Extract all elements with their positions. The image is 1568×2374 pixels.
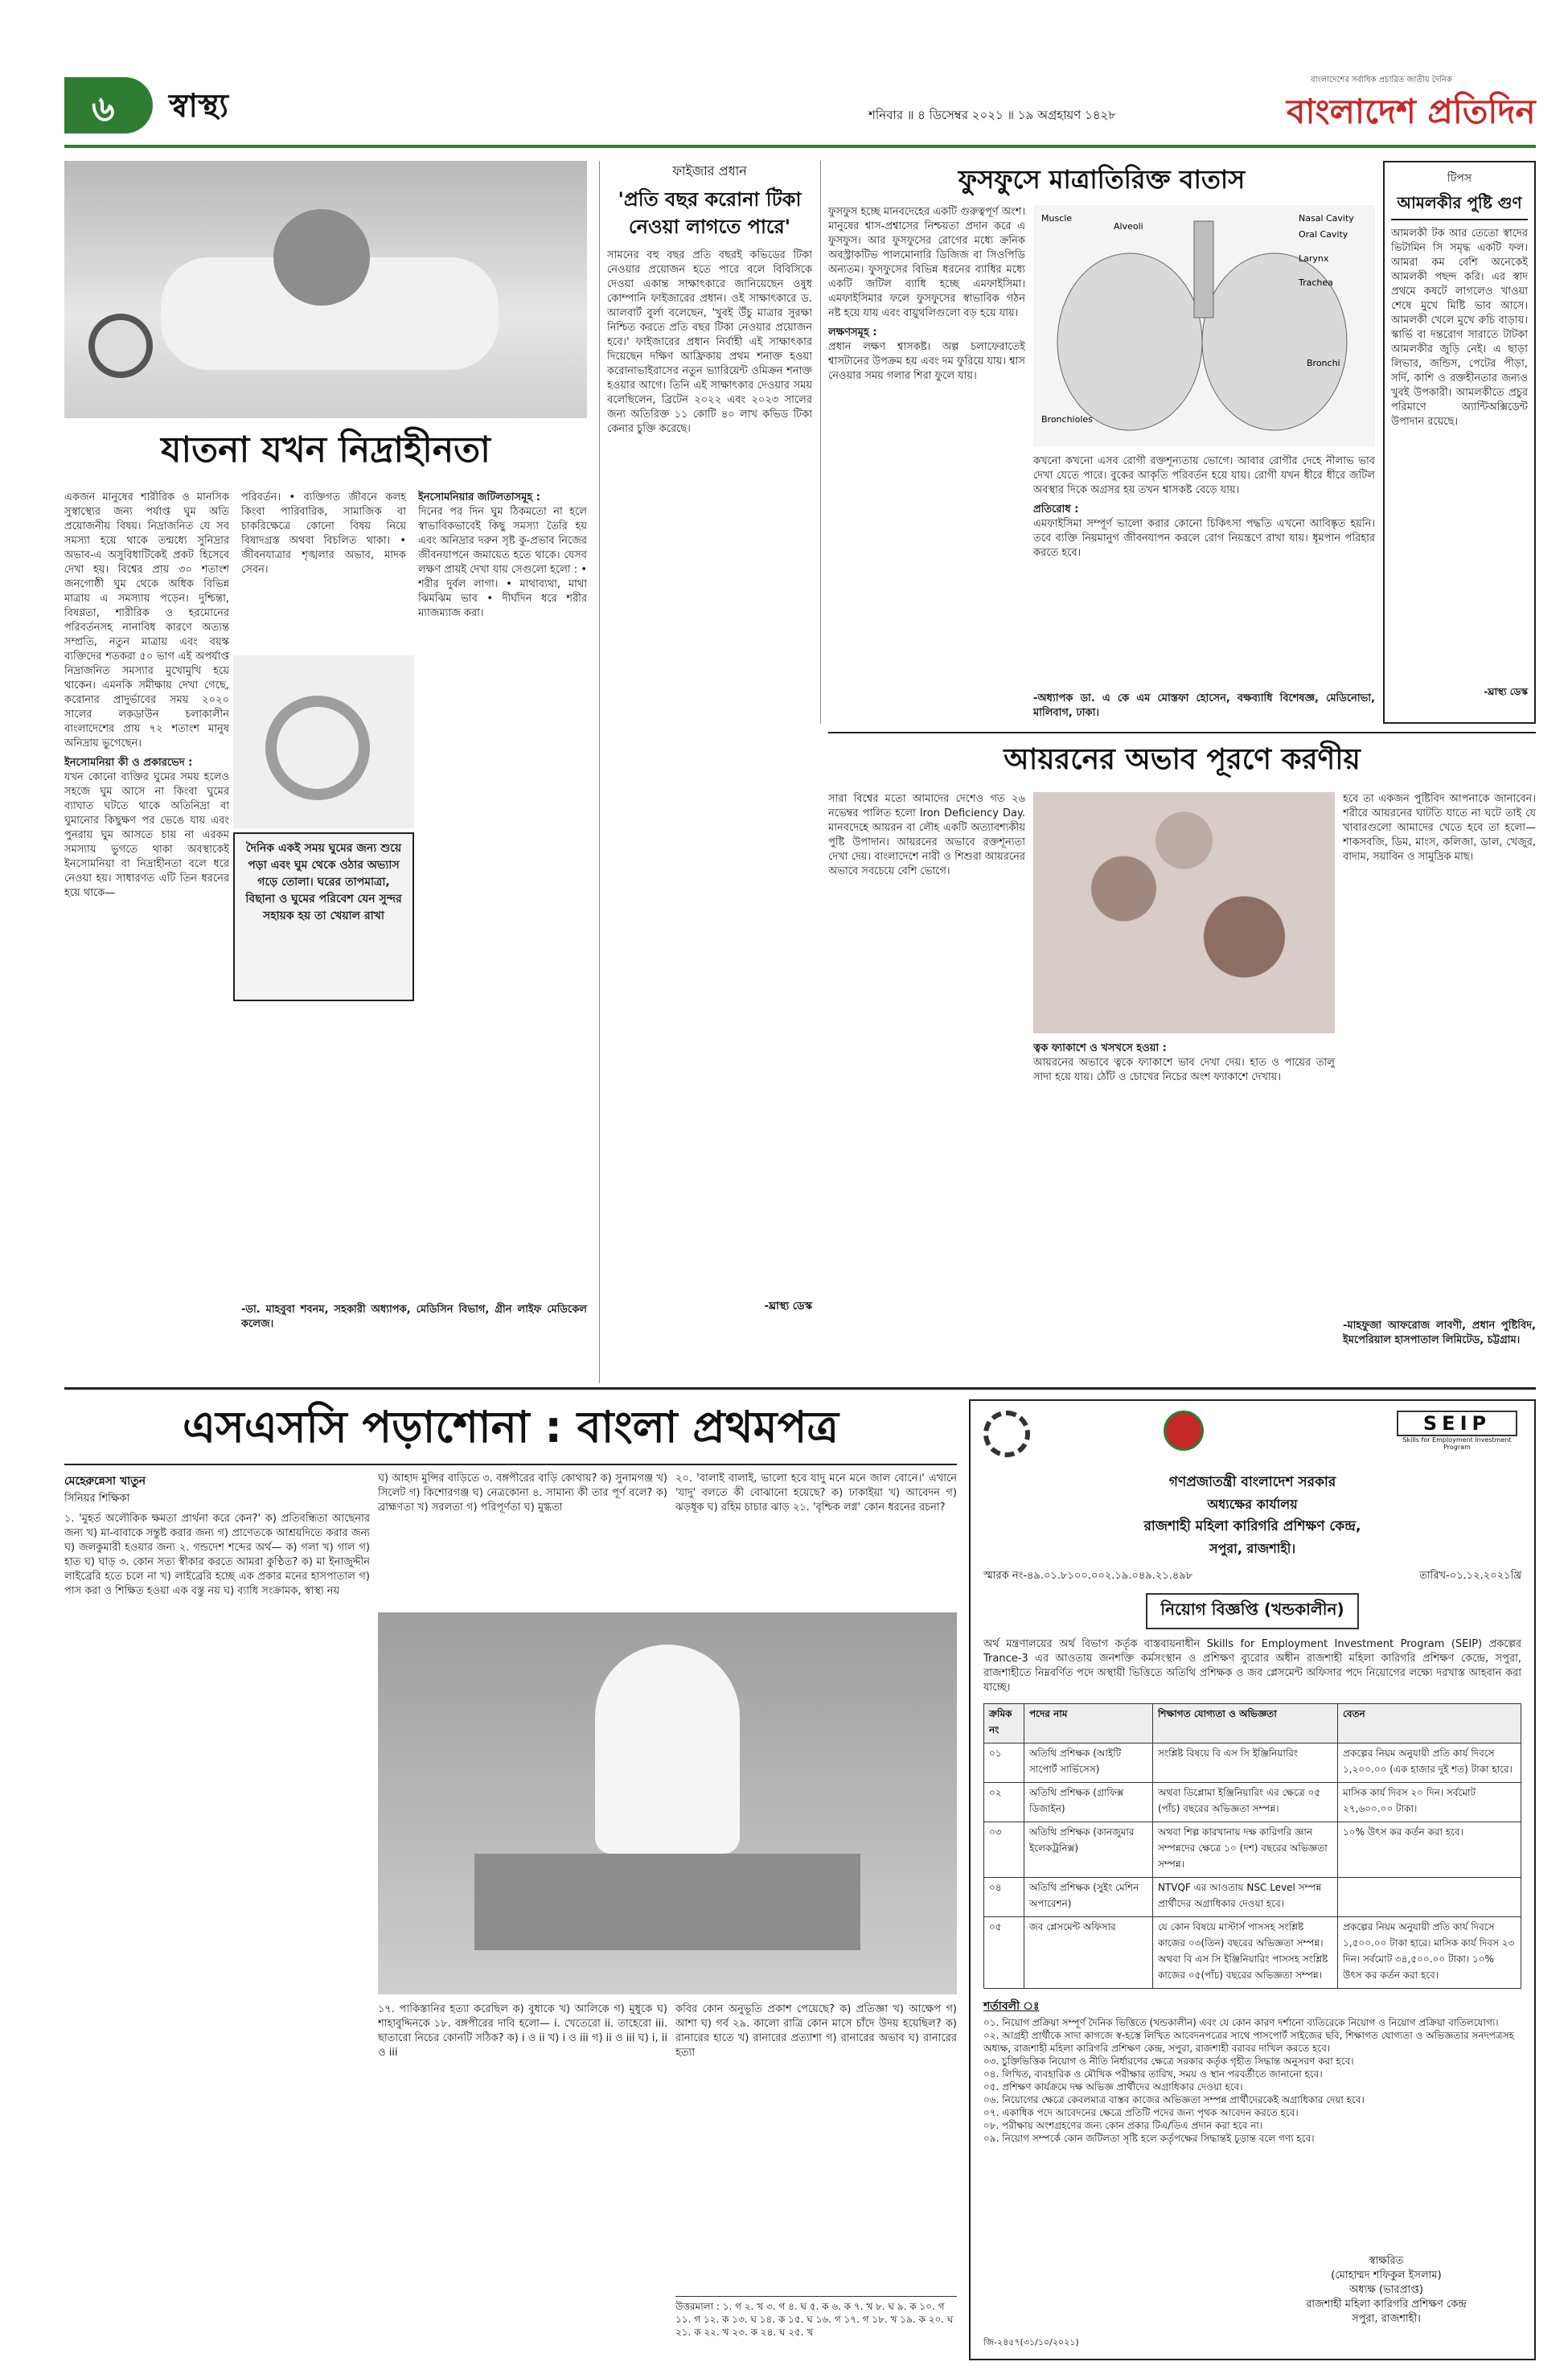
lungs-byline: -অধ্যাপক ডা. এ কে এম মোস্তফা হোসেন, বক্ষব্যাধি বিশেষজ্ঞ, মেডিনোভা, মালিবাগ, ঢাকা। [1033,692,1375,719]
notice-title: নিয়োগ বিজ্ঞপ্তি (খন্ডকালীন) [1146,1593,1358,1629]
stethoscope-ring [265,696,370,800]
table-cell: ০৪ [984,1878,1024,1917]
notice-ref: স্মারক নং-৪৯.০১.৮১০০.০০২.১৯.০৪৯.২১.৪৯৮ [983,1570,1193,1582]
ssc-col2-lower [378,2002,667,2364]
sleep-col2-body: পরিবর্তন। • ব্যক্তিগত জীবনে কলহ কিংবা পারিবারিক, সামাজিক বা চাকরিক্ষেত্রে কোনো বিষয় নিয়ে বিষাদগ্রস্ত অথবা বিচলিত থাকা। • জীবনযাত্রার শৃঙ্খলার অভাব, মাদক সেবন। [241,491,406,576]
sleep-col1-sub: যখন কোনো ব্যক্তির ঘুমের সময় হলেও সহজে ঘুম আসে না কিংবা ঘুমের ব্যাঘাত ঘটতে থাকে অতিনিদ্রা বা ঘুমানোর কিছুক্ষণ পর ভেঙে যায় এবং পুনরায় ঘুম আসতে চায় না এরকম সমস্যায় ভুগতে থাকা অবস্থাকেই ইনসোমনিয়া বা নিদ্রাহীনতা বলে ধরে নেওয়া হয়। সাধারণত এটি তিন ধরনের হয়ে থাকে— [64,771,229,899]
notice-intro: অর্থ মন্ত্রণালয়ের অর্থ বিভাগ কর্তৃক বাস্তবায়নাধীন Skills for Employment Investment Program (SEIP) প্রকল্পের Trance-3 এর আওতায় জনশক্তি কর্মসংস্থান ও প্রশিক্ষণ ব্যুরোর অধীন রাজশাহী মহিলা কারিগরি প্রশিক্ষণ কেন্দ্রে, সপুরা, রাজশাহীতে নিম্নবর্ণিত পদে অস্থায়ী ভিত্তিতে অতিথি প্রশিক্ষক ও জব প্লেসমেন্ট অফিসার পদে নিয়োগের লক্ষ্যে দরখাস্ত আহবান করা যাচ্ছে। [983,1638,1521,1694]
lungs-col2-subhead: প্রতিরোধ : [1033,503,1079,515]
iron-col3-body: হবে তা একজন পুষ্টিবিদ আপনাকে জানাবেন। শরীরে আয়রনের ঘাটতি যাতে না ঘটে তাই যে খাবারগুলো আমাদের খেতে হবে তা হলো— শাকসবজি, ডিম, মাংস, কলিজা, ডাল, খেজুর, বাদাম, সয়াবিন ও সামুদ্রিক মাছ। [1343,793,1536,863]
table-cell: অথবা ডিপ্লোমা ইঞ্জিনিয়ারিং এর ক্ষেত্রে ০৫ (পাঁচ) বছরের অভিজ্ঞতা সম্পন্ন। [1153,1783,1338,1822]
sleep-col1 [64,491,229,1391]
iron-col2-subhead: ত্বক ফ্যাকাশে ও খসখসে হওয়া : [1033,1042,1167,1054]
col-header: শিক্ষাগত যোগ্যতা ও অভিজ্ঞতা [1153,1704,1338,1744]
pfizer-kicker: ফাইজার প্রধান [672,163,747,179]
diagram-label: Larynx [1299,253,1329,264]
amla-kicker: টিপস [1447,172,1472,185]
page-number-badge [64,77,153,133]
ssc-author [64,1472,370,1508]
section-title: স্বাস্থ্য [169,87,229,125]
pfizer-box [607,161,812,1383]
iron-col3 [1343,792,1536,1315]
ssc-author-title: সিনিয়র শিক্ষিকা [64,1493,130,1505]
iron-col1 [828,792,1025,1379]
amla-body: আমলকী টক আর তেতো স্বাদের ভিটামিন সি সমৃদ্ধ একটি ফল। আমরা কম বেশি অনেকেই আমলকী পছন্দ করি। এর স্বাদ প্রথমে কষটে লাগলেও খাওয়া শেষে মুখে মিষ্টি ভাব আসে। আমলকী খেলে মুখে রুচি বাড়ায়। স্কার্ভি বা দন্তরোগ সারাতে টাটকা আমলকীর জুড়ি নেই। এ ছাড়া লিভার, জন্ডিস, পেটের পীড়া, সর্দি, কাশি ও রক্তহীনতার জন্যও খুবই উপকারী। আমলকীতে প্রচুর পরিমাণে অ্যান্টিঅক্সিডেন্ট উপাদান রয়েছে। [1391,228,1528,428]
issue-date: শনিবার ॥ ৪ ডিসেম্বর ২০২১ ॥ ১৯ অগ্রহায়ণ ১৪২৮ [868,108,1117,122]
table-cell: জব প্লেসমেন্ট অফিসার [1024,1917,1153,1989]
masthead-tagline: বাংলাদেশের সর্বাধিক প্রচারিত জাতীয় দৈনিক [1311,76,1452,84]
condition-item: ০৭. একাধিক পদে আবেদনের ক্ষেত্রে প্রতিটি পদের জন্য পৃথক আবেদন করতে হবে। [983,2107,1299,2118]
table-row [984,1822,1521,1878]
col-header: ক্রমিক নং [984,1704,1024,1744]
condition-item: ০১. নিয়োগ প্রক্রিয়া সম্পূর্ণ দৈনিক ভিত্তিতে (খন্ডকালীন) এবং যে কোন কারণ দর্শানো ব্যতিরেকে নিয়োগ ও নিয়োগ প্রক্রিয়া বাতিলযোগ্য। [983,2017,1499,2028]
ssc-col3 [675,1472,957,1608]
table-cell: অতিথি প্রশিক্ষক (আইটি সাপোর্ট সার্ভিসেস) [1024,1744,1153,1783]
head-shape [273,209,370,306]
pullquote-text: দৈনিক একই সময় ঘুমের জন্য শুয়ে পড়া এবং ঘুম থেকে ওঠার অভ্যাস গড়ে তোলা। ঘরের তাপমাত্রা, বিছানা ও ঘুমের পরিবেশ যেন সুন্দর সহায়ক হয় তা খেয়াল রাখা [245,842,402,922]
pfizer-source: -ঘ্রাস্থ্য ডেস্ক [764,1300,812,1312]
ssc-banner-rule [64,1464,957,1465]
gear-emblem-icon [983,1411,1030,1457]
lungs-diagram [1033,205,1375,446]
signer-org: রাজশাহী মহিলা কারিগরি প্রশিক্ষণ কেন্দ্র [1306,2298,1467,2310]
ssc-col1 [64,1512,370,2364]
notice-address: সপুরা, রাজশাহী। [1209,1541,1296,1556]
condition-item: ০২. আগ্রহী প্রার্থীকে সাদা কাগজে স্ব-হস্তে লিখিত আবেদনপত্রের সাথে পাসপোর্ট সাইজের ছবি, শিক্ষাগত যোগ্যতা ও অভিজ্ঞতার সনদপত্রসহ অধ্যক্ষ, রাজশাহী মহিলা কারিগরি প্রশিক্ষণ কেন্দ্র, সপুরা, রাজশাহী বরাবর দাখিল করতে হবে। [983,2030,1514,2054]
pfizer-headline: 'প্রতি বছর করোনা টিকা নেওয়া লাগতে পারে' [618,188,802,238]
stethoscope-photo [233,655,414,828]
lungs-headline: ফুসফুসে মাত্রাতিরিক্ত বাতাস [958,164,1246,195]
ssc-answers: উত্তরমালা : ১. গ ২. খ ৩. গ ৪. ঘ ৫. ক ৬. ক ৭. খ ৮. ঘ ৯. ক ১০. গ ১১. গ ১২. ক ১৩. ঘ ১৪. ক ১৫. ঘ ১৬. গ ১৭. গ ১৮. খ ১৯. ক ২০. ঘ ২১. ক ২২. খ ২৩. ক ২৪. ঘ ২৫. খ [675,2296,957,2339]
conditions-list [983,2016,1521,2145]
table-row [984,1917,1521,1989]
pfizer-body: সামনের বহু বছর প্রতি বছরই কভিডের টিকা নেওয়ার প্রয়োজন হতে পারে বলে বিবিসিকে দেওয়া একান্ত সাক্ষাৎকারে জানিয়েছেন ওষুধ কোম্পানি ফাইজারের প্রধান। ওই সাক্ষাৎকারে ড. আলবার্ট বুর্লা বলেছেন, 'খুবই উঁচু মাত্রার সুরক্ষা নিশ্চিত করতে প্রতি বছর টিকা নেওয়ার প্রয়োজন হবে।' ফাইজারের প্রধান নির্বাহী এই সাক্ষাৎকার দিয়েছেন দক্ষিণ আফ্রিকায় প্রথম শনাক্ত হওয়া করোনাভাইরাসের নতুন ভ্যারিয়েন্ট ওমিক্রন শনাক্ত হওয়ার আগে। তিনি এই সাক্ষাৎকার দেওয়ার সময় বলেছিলেন, ব্রিটেন ২০২২ এবং ২০২৩ সালের জন্য অতিরিক্ত ১১ কোটি ৪০ লাখ কভিড টিকা কেনার চুক্তি করেছে। [607,249,812,435]
notice-table [983,1703,1521,1989]
diagram-label: Bronchioles [1041,414,1093,425]
condition-item: ০৫. প্রশিক্ষণ কার্যক্রমে দক্ষ অভিজ্ঞ প্রার্থীদের অগ্রাধিকার দেওয়া হবে। [983,2081,1243,2093]
ssc-col3-lower-body: কবির কোন অনুভূতি প্রকাশ পেয়েছে? ক) প্রতিজ্ঞা খ) আক্ষেপ গ) আশা ঘ) গর্ব ২৯. কালো রাত্রি কোন মাসে চাঁদে উদয় হয়েছিল? ক) রানারের হাতে খ) রানারের প্রত্যাশা গ) রানারের অভাব ঘ) রানারের হত্যা [675,2003,957,2059]
sleep-col1-body: একজন মানুষের শারীরিক ও মানসিক সুস্বাস্থ্যের জন্য পর্যাপ্ত ঘুম অতি প্রয়োজনীয় বিষয়। নিদ্রাজনিত যে সব সমস্যা হয়ে থাকে তন্মধ্যে সুনিদ্রার অভাব-এ অসুবিধাটিকেই প্রকট হিসেবে দেখা হয়। বিশ্বের প্রায় ৩০ শতাংশ জনগোষ্ঠী ঘুম থেকে অধিক বিভিন্ন মাত্রায় এ সমস্যায় পড়েন। দুশ্চিন্তা, বিষণ্ণতা, শারীরিক ও হরমোনের পরিবর্তনসহ নানাবিধ কারণে অত্যন্ত সম্প্রতি, নতুন মাত্রায় এবং বয়স্ক ব্যক্তিদের শতকরা ৫০ ভাগ এই অপর্যাপ্ত নিদ্রাজনিত সমস্যার মুখোমুখি হয়ে থাকেন। এমনকি সমীক্ষায় দেখা গেছে, করোনার প্রাদুর্ভাবের সময় ২০২০ সালের লকডাউন চলাকালীন বাংলাদেশের প্রায় ৭২ শতাংশ মানুষ অনিদ্রায় ভুগেছেন। [64,491,229,750]
diagram-label: Trachea [1299,277,1333,288]
lungs-col2-sub: এমফাইসিমা সম্পূর্ণ ভালো করার কোনো চিকিৎসা পদ্ধতি এখনো আবিষ্কৃত হয়নি। তবে ব্যক্তি নিয়মানুগ জীবনযাপন করলে রোগ নিয়ন্ত্রণে রাখা যায়। ধূমপান পরিহার করতে হবে। [1033,518,1375,559]
clock-shape [88,314,153,378]
amla-source: -ঘ্রাস্থ্য ডেস্ক [1484,686,1528,697]
table-cell [1338,1878,1521,1917]
iron-top-rule [828,732,1536,733]
ssc-col2-lower-body: ১৭. পাকিস্তানির হত্যা করেছিল ক) বুধাকে খ) আলিকে গ) মুধুকে ঘ) শাহাবুদ্দিনকে ১৮. বঙ্গপীরের দাবি হলো— i. খেতেরো ii. তাহেরো iii. ছাতারো নিচের কোনটি সঠিক? ক) i ও ii খ) i ও iii গ) ii ও iii ঘ) i, ii ও iii [378,2003,667,2059]
table-cell: অথবা শিল্প কারখানায় দক্ষ কারিগরি জ্ঞান সম্পন্নদের ক্ষেত্রে ১০ (দশ) বছরের অভিজ্ঞতা সম্পন্ন। [1153,1822,1338,1878]
diagram-label: Bronchi [1307,358,1340,368]
sleep-col1-subhead: ইনসোমনিয়া কী ও প্রকারভেদ : [64,757,193,769]
table-cell: প্রকল্পের নিয়ম অনুযায়ী প্রতি কার্য দিবসে ১,৫০০.০০ টাকা হারে। মাসিক কার্য দিবস ২৩ দিন। সর্বমোট ৩৪,৫০০.০০ টাকা। ১০% উৎস কর কর্তন করা হবে। [1338,1917,1521,1989]
ssc-top-rule [64,1387,1536,1390]
table-cell: যে কোন বিষয়ে মাস্টার্স পাসসহ সংশ্লিষ্ট কাজের ০৩(তিন) বছরের অভিজ্ঞতা সম্পন্ন। অথবা বি এস সি ইঞ্জিনিয়ারিং পাসসহ সংশ্লিষ্ট কাজের ০৫(পাঁচ) বছরের অভিজ্ঞতা সম্পন্ন। [1153,1917,1338,1989]
table-row [984,1744,1521,1783]
table-cell: ০৫ [984,1917,1024,1989]
ssc-col1-body: ১. 'মুহর্ত অলৌকিক ক্ষমতা প্রার্থনা করে কেন?' ক) প্রতিবন্ধিতা আছেনার জন্য খ) মা-বাবাকে সন্তুষ্ট করার জন্য গ) প্রাণেতকে আশ্রয়দিতে করার জন্য ঘ) জলকুমারী হওয়ার জন্য ২. গন্ডদেশ শব্দের অর্থ— ক) গলা খ) গাল গ) হাত ঘ) ঘাড় ৩. কোন সত্য স্বীকার করতে আমরা কুণ্ঠিত? ক) মা ইনাজুদ্দীন লাইব্রেরি হতে চলে না খ) লাইব্রেরি হচ্ছে এক প্রকার মনের হাসপাতাল গ) পাস করা ও শিক্ষিত হওয়া এক বস্তু নয় ঘ) ব্যাধি সংক্রামক, স্বাস্থ্য নয় [64,1513,370,1597]
ssc-col2-body: ঘ) আহাদ মুন্সির বাড়িতে ৩. বঙ্গপীরের বাড়ি কোথায়? ক) সুনামগঞ্জ খ) সিলেট গ) কিশোরগঞ্জ ঘ) নেত্রকোনা ৪. সামান্য কী তার পূর্ণ বলে? ক) ব্রাহ্মণতা খ) সরলতা গ) পরিপূর্ণতা ঘ) মুগ্ধতা [378,1472,667,1514]
desk-shape [474,1854,860,1950]
col-header: বেতন [1338,1704,1521,1744]
table-cell: মাসিক কার্য দিবস ২০ দিন। সর্বমোট ২৭,৬০০.০০ টাকা। [1338,1783,1521,1822]
sleep-col3-subhead: ইনসোমনিয়ার জটিলতাসমূহ : [418,491,540,503]
diagram-label: Oral Cavity [1299,229,1348,240]
masthead-logo: বাংলাদেশ প্রতিদিন [1287,92,1536,131]
iron-headline: আয়রনের অভাব পূরণে করণীয় [1004,743,1361,776]
sleeping-man-photo [64,161,587,418]
table-cell: ০২ [984,1783,1024,1822]
signature-block [1258,2254,1515,2327]
iron-byline: -মাহফুজা আফরোজ লাবণী, প্রধান পুষ্টিবিদ, ইমপেরিয়াল হাসপাতাল লিমিটেড, চট্টগ্রাম। [1343,1320,1536,1346]
col-header: পদের নাম [1024,1704,1153,1744]
lungs-divider [820,161,821,724]
table-cell: সংশ্লিষ্ট বিষয়ে বি এস সি ইঞ্জিনিয়ারিং [1153,1744,1338,1783]
ssc-author-name: মেহেরুন্নেসা খাতুন [64,1475,146,1488]
lungs-col2 [1033,454,1375,688]
sleep-byline: -ডা. মাহবুবা শবনম, সহকারী অধ্যাপক, মেডিসিন বিভাগ, গ্রীন লাইফ মেডিকেল কলেজ। [241,1304,587,1330]
conditions-heading: শর্তাবলী ঃ [983,2000,1040,2013]
condition-item: ০৩. চুক্তিভিত্তিক নিয়োগ ও নীতি নির্ধারণের ক্ষেত্রে সরকার কর্তৃক গৃহীত সিদ্ধান্ত অনুসরণ করা হবে। [983,2056,1354,2067]
condition-item: ০৮. পরীক্ষায় অংশগ্রহণের জন্য কোন প্রকার টিএ/ডিএ প্রদান করা হবে না। [983,2120,1263,2131]
signed-label: স্বাক্ষরিত [1369,2255,1404,2267]
sleep-headline: যাতনা যখন নিদ্রাহীনতা [161,429,491,470]
amla-headline: আমলকীর পুষ্টি গুণ [1391,191,1528,220]
ad-code: জি-২৪৫৭(৩১/১০/২০২১) [983,2337,1079,2347]
seip-logo [1397,1411,1517,1451]
seip-logo-sub: Skills for Employment Investment Program [1402,1436,1512,1451]
amla-box [1383,161,1536,724]
diagram-label: Alveoli [1114,221,1143,232]
ssc-col3-lower [675,2002,957,2292]
table-cell: প্রকল্পের নিয়ম অনুযায়ী প্রতি কার্য দিবসে ১,২০০.০০ (এক হাজার দুই শত) টাকা হারে। [1338,1744,1521,1783]
iron-col2-body: আয়রনের অভাবে ত্বকে ফ্যাকাশে ভাব দেখা দেয়। হাত ও পায়ের তালু সাদা হয়ে যায়। ঠোঁট ও চোখের নিচের অংশ ফ্যাকাশে দেখায়। [1033,1057,1335,1083]
sleep-pullquote [233,832,414,1001]
student-figure [595,1645,740,1854]
diagram-label: Muscle [1041,213,1073,224]
notice-office: অধ্যক্ষের কার্যালয় [1207,1497,1298,1512]
diagram-label: Nasal Cavity [1299,213,1354,224]
lungs-col1 [828,205,1025,712]
sleep-col3-body: দিনের পর দিন ঘুম ঠিকমতো না হলে স্বাভাবিকভাবেই কিছু সমস্যা তৈরি হয় এবং অনিদ্রার দরুন সৃষ্ট কু-প্রভাব নিজের জীবনযাপনে জমায়েত হতে থাকে। যেসব লক্ষণ প্রায়ই দেখা যায় সেগুলো হলো : • শরীর দুর্বল লাগা। • মাথাব্যথা, মাথা ঝিমঝিম ভাব • দীর্ঘদিন ধরে শরীর ম্যাজম্যাজ করা। [418,506,587,619]
ssc-col2 [378,1472,667,1608]
signer-name: (মোহাম্মদ শফিকুল ইসলাম) [1331,2269,1442,2282]
govt-seal-icon [1164,1411,1204,1451]
condition-item: ০৪. লিখিত, ব্যবহারিক ও মৌখিক পরীক্ষার তারিখ, সময় ও স্থান পরবর্তীতে জানানো হবে। [983,2068,1323,2080]
table-cell: অতিথি প্রশিক্ষক (কানজুমার ইলেকট্রনিক্স) [1024,1822,1153,1878]
lungs-col2-body: কখনো কখনো এসব রোগী রক্তশূন্যতায় ভোগে। আবার রোগীর দেহে নীলাভ ভাব দেখা যেতে পারে। বুকের আকৃতি পরিবর্তন হয়ে যায়। রোগী যখন ধীরে ধীরে জটিল অবস্থার দিকে অগ্রসর হয় তখন শ্বাসকষ্ট বেড়ে যায়। [1033,455,1375,496]
lungs-col1-sub: প্রধান লক্ষণ শ্বাসকষ্ট। অল্প চলাফেরাতেই শ্বাসটানের উপক্রম হয় এবং দম ফুরিয়ে যায়। শ্বাস নেওয়ার সময় গলার শিরা ফুলে যায়। [828,341,1025,382]
header-rule [64,145,1536,148]
lungs-diagram-svg [1033,205,1375,446]
ssc-banner: এসএসসি পড়াশোনা : বাংলা প্রথমপত্র [183,1402,839,1452]
notice-date: তারিখ-০১.১২.২০২১খ্রি [1419,1570,1521,1582]
signer-address: সপুরা, রাজশাহী। [1352,2313,1421,2325]
sleep-col2 [241,491,406,651]
table-cell: NTVQF এর আওতায় NSC Level সম্পন্ন প্রার্থীদের অগ্রাধিকার দেওয়া হবে। [1153,1878,1338,1917]
iron-food-photo [1033,792,1335,1033]
page-header [64,71,1536,143]
seip-logo-text: SEIP [1397,1411,1517,1436]
condition-item: ০৬. নিয়োগের ক্ষেত্রে কেবলমাত্র বাস্তব কাজের অভিজ্ঞতা সম্পন্ন প্রার্থীদেরকেই অগ্রাধিকার দেয়া হবে। [983,2094,1365,2105]
lungs-col1-body: ফুসফুস হচ্ছে মানবদেহের একটি গুরুত্বপূর্ণ অংশ। মানুষের শ্বাস-প্রশ্বাসের নিশ্চয়তা প্রদান করে এ ফুসফুস। আর ফুসফুসের রোগের মধ্যে ক্রনিক অবস্ট্রাকটিভ পালমোনারি ডিজিজ বা সিওপিডি অন্যতম। ফুসফুসের বিভিন্ন ধরনের ব্যাধির মধ্যে একটি জটিল ব্যাধি হচ্ছে এমফাইসিমা। এমফাইসিমার ফলে ফুসফুসের স্বাভাবিক গঠন নষ্ট হয়ে যায় এবং বায়ুথলিগুলো বড় হয়ে যায়। [828,206,1025,319]
exam-hall-photo [378,1612,957,1994]
sleep-col3 [418,491,587,1295]
notice-gov: গণপ্রজাতন্ত্রী বাংলাদেশ সরকার [1168,1474,1336,1490]
table-row [984,1783,1521,1822]
iron-col1-body: সারা বিশ্বের মতো আমাদের দেশেও গত ২৬ নভেম্বর পালিত হলো Iron Deficiency Day. মানবদেহে আয়রন বা লৌহ একটি অত্যাবশ্যকীয় পুষ্টি উপাদান। আয়রনের অভাবে রক্তশূন্যতা দেখা দেয়। বাংলাদেশে নারী ও শিশুরা আয়রনের অভাবে সবচেয়ে বেশি ভোগে। [828,793,1025,877]
signer-title: অধ্যক্ষ (ভারপ্রাপ্ত) [1349,2284,1423,2296]
table-cell: ০১ [984,1744,1024,1783]
table-row [984,1878,1521,1917]
pfizer-divider [599,161,600,1383]
lungs-col1-subhead: লক্ষণসমূহ : [828,327,877,339]
notice-table-header [984,1704,1521,1744]
table-cell: ০৩ [984,1822,1024,1878]
condition-item: ০৯. নিয়োগ সম্পর্কে কোন জটিলতা সৃষ্টি হলে কর্তৃপক্ষের সিদ্ধান্তই চূড়ান্ত বলে গণ্য হবে। [983,2133,1315,2144]
notice-center: রাজশাহী মহিলা কারিগরি প্রশিক্ষণ কেন্দ্র, [1143,1518,1361,1534]
table-cell: অতিথি প্রশিক্ষক (গ্রাফিক্স ডিজাইন) [1024,1783,1153,1822]
govt-notice [969,1399,1536,2360]
page-number: ৬ [92,88,115,129]
ssc-col3-body: ২০. 'বালাই বালাই, ভালো হবে যাদু মনে মনে জাল বোনে।' এখানে 'যাদু' বলতে কী বোঝানো হয়েছে? ক) ঢাকাইয়া খ) আবেদন গ) ঝড়ধূক ঘ) রহিম চাচার ঝাড় ২১. 'বৃশ্চিক লগ্ন' কোন ধরনের রচনা? [675,1472,957,1514]
table-cell: অতিথি প্রশিক্ষক (সুইং মেশিন অপারেশন) [1024,1878,1153,1917]
table-cell: ১০% উৎস কর কর্তন করা হবে। [1338,1822,1521,1878]
iron-col2 [1033,1041,1335,1379]
